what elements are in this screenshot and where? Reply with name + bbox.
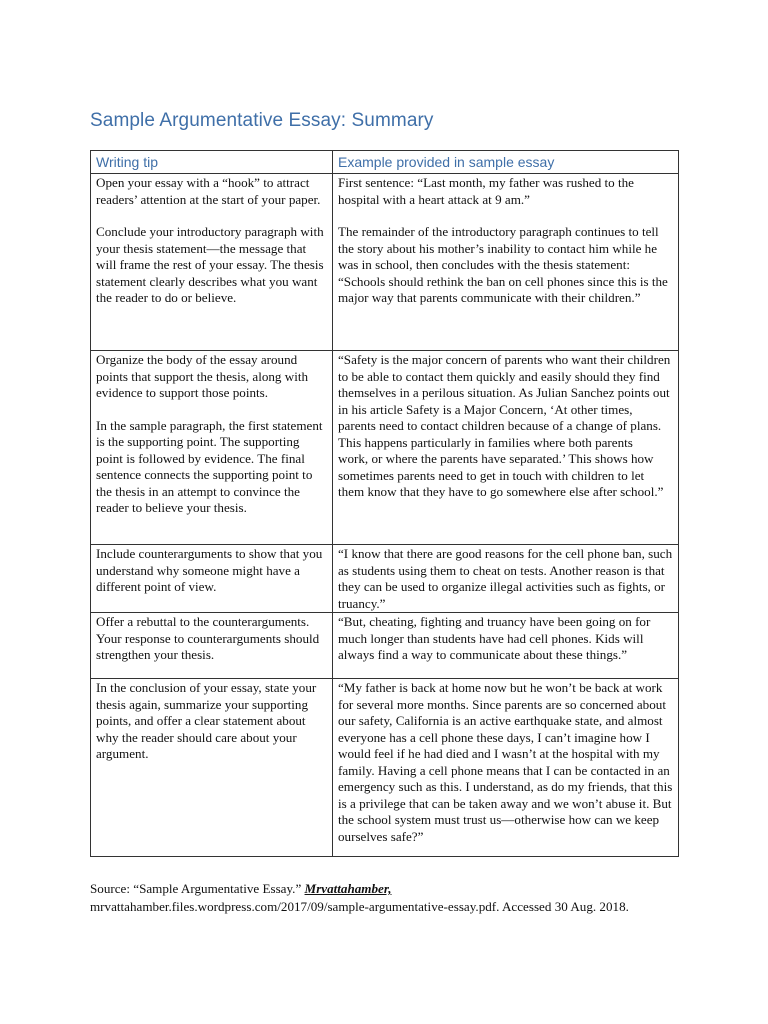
example-paragraph: “I know that there are good reasons for the cell phone ban, such as students using them to cheat on tests. Another reason is that they can be used to organize illegal activities such as fights, or truancy.” [338,546,673,611]
tip-paragraph: In the sample paragraph, the first statement is the supporting point. The supporting point is followed by evidence. The final sentence connects the supporting point to the thesis in an attempt to convince the reader to believe your thesis. [96,417,323,515]
tip-paragraph: Organize the body of the essay around points that support the thesis, along with evidence to support those points. [96,352,309,400]
example-paragraph: “My father is back at home now but he won’t be back at work for several more months. Since parents are so concerned about our safety, California is an active earthquake state, and almost everyone has a cell phone these days, I can’t imagine how I would feel if he had died and I wasn’t at the hospital with my family. Having a cell phone means that I can be contacted in an emergency such as this. I understand, as do my friends, that this is a privilege that can be taken away and we won’t abuse it. But the school system must trust us—otherwise how can we keep ourselves safe?” [338,680,673,844]
tip-paragraph: Include counterarguments to show that you understand why someone might have a different point of view. [96,546,323,594]
source-details: mrvattahamber.files.wordpress.com/2017/09/sample-argumentative-essay.pdf. Accessed 30 Aug. 2018. [90,899,629,914]
column-header-writing-tip: Writing tip [91,151,333,174]
source-publisher: Mrvattahamber, [304,881,392,896]
table-header-row [91,151,679,174]
example-cell [333,545,679,613]
table-row [91,545,679,613]
writing-tip-cell [91,613,333,679]
tip-paragraph: Offer a rebuttal to the counterarguments. Your response to counterarguments should strengthen your thesis. [96,614,320,662]
tip-paragraph: In the conclusion of your essay, state your thesis again, summarize your supporting points, and offer a clear statement about why the reader should care about your argument. [96,680,317,761]
summary-table [90,150,679,857]
example-line: work, or where the parents have separated.’ This shows how sometimes parents need to get in touch with children to let them know that they have to go somewhere else after school.” [338,451,664,499]
column-header-example: Example provided in sample essay [333,151,679,174]
source-citation [90,880,730,916]
table-row [91,174,679,351]
table-row [91,613,679,679]
page-title: Sample Argumentative Essay: Summary [90,110,434,131]
example-paragraph: First sentence: “Last month, my father was rushed to the hospital with a heart attack at 9 am.” [338,175,634,207]
writing-tip-cell [91,545,333,613]
table-row [91,351,679,545]
writing-tip-cell [91,351,333,545]
source-prefix: Source: “Sample Argumentative Essay.” [90,881,305,896]
example-line: “Safety is the major concern of parents who want their children to be able to contact them quickly and easily should they find themselves in a perilous situation. As Julian Sanchez points out in his article Safety is a Major Concern, ‘At other times, parents need to contact children because of a change of plans. This happens particularly in families where both parents [338,352,671,450]
example-cell [333,351,679,545]
example-paragraph: “But, cheating, fighting and truancy have been going on for much longer than students have had cell phones. Kids will always find a way to communicate about these things.” [338,614,651,662]
example-cell [333,613,679,679]
table-row [91,679,679,857]
example-cell [333,679,679,857]
writing-tip-cell [91,174,333,351]
example-paragraph: The remainder of the introductory paragraph continues to tell the story about his mother’s inability to contact him while he was in school, then concludes with the thesis statement: “Schools should rethink the ban on cell phones since this is the major way that parents communicate with their children.” [338,224,668,305]
tip-paragraph: Open your essay with a “hook” to attract readers’ attention at the start of your paper. [96,175,321,207]
tip-paragraph: Conclude your introductory paragraph with your thesis statement—the message that will frame the rest of your essay. The thesis statement clearly describes what you want the reader to do or believe. [96,224,324,305]
writing-tip-cell [91,679,333,857]
example-cell [333,174,679,351]
